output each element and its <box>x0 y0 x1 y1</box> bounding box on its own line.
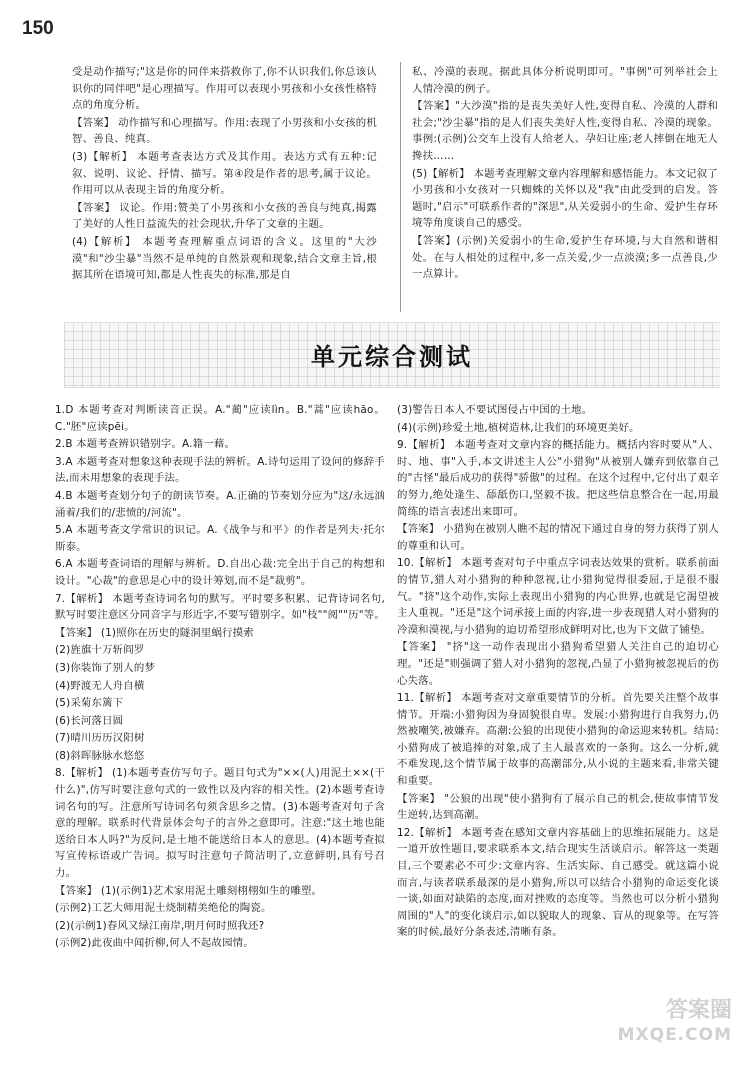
answer-paragraph: 【答案】(示例)关爱弱小的生命,爱护生存环境,与大自然和谐相处。在与人相处的过程中,多一点关爱,少一点淡漠;多一点善良,少一点算计。 <box>412 234 718 281</box>
watermark-url: MXQE.COM <box>617 1025 732 1045</box>
column-divider <box>400 62 401 312</box>
answer-item: 6.A 本题考查词语的理解与辨析。D.自出心裁:完全出于自己的构想和设计。"心裁"的意思是心中的设计筹划,而不是"裁剪"。 <box>55 558 385 587</box>
answer-paragraph: 【答案】 动作描写和心理描写。作用:表现了小男孩和小女孩的机智、善良、纯真。 <box>72 116 377 146</box>
answer-item: (3)警告日本人不要试图侵占中国的土地。 <box>397 404 593 416</box>
answer-item: (8)斜晖脉脉水悠悠 <box>55 749 145 762</box>
answer-item: 5.A 本题考查文学常识的识记。A.《战争与和平》的作者是列夫·托尔斯泰。 <box>55 524 385 553</box>
answer-paragraph: (5)【解析】 本题考查理解文章内容理解和感悟能力。本文记叙了小男孩和小女孩对一只蜘蛛的关怀以及"我"由此受到的启发。答题时,"启示"可联系作者的"深思",从关爱弱小的生命、爱护生存环境等角度谈自己的感受。 <box>412 167 718 230</box>
answer-column-bottom-right <box>397 402 719 942</box>
answer-item: (示例2)工艺大师用泥土烧制精美绝伦的陶瓷。 <box>55 902 272 915</box>
answer-item: 【答案】 (1)照你在历史的隧洞里蜗行摸索 <box>55 626 254 639</box>
answer-paragraph: (4)【解析】 本题考查理解重点词语的含义。这里的"大沙漠"和"沙尘暴"当然不是单纯的自然景观和现象,结合文章主旨,根据其所在语境可知,都是人性丧失的标准,那是自 <box>72 235 377 282</box>
answer-paragraph: (3)【解析】 本题考查表达方式及其作用。表达方式有五种:记叙、说明、议论、抒情、描写。第④段是作者的思考,属于议论。作用可以从表现主旨的角度分析。 <box>72 150 377 197</box>
answer-item: 【答案】 "公狼的出现"使小猎狗有了展示自己的机会,使故事情节发生逆转,达到高潮。 <box>397 792 719 822</box>
answer-column-top-right <box>412 64 718 284</box>
answer-item: 4.B 本题考查划分句子的朗读节奏。A.正确的节奏划分应为"这/永远汹涌着/我们的/悲愤的/河流"。 <box>55 489 385 519</box>
answer-item: 1.D 本题考查对判断读音正误。A."蔺"应读lìn。B."蒿"应读hāo。C."胚"应读pēi。 <box>55 404 385 433</box>
answer-paragraph: 私、冷漠的表现。据此具体分析说明即可。"事例"可列举社会上人情冷漠的例子。 <box>412 66 718 95</box>
answer-item: (6)长河落日圆 <box>55 714 124 727</box>
answer-item: 【答案】 小猎狗在被别人瞧不起的情况下通过自身的努力获得了别人的尊重和认可。 <box>397 523 719 552</box>
answer-item: (3)你装饰了别人的梦 <box>55 661 156 674</box>
answer-paragraph: 【答案】"大沙漠"指的是丧失美好人性,变得自私、冷漠的人群和社会;"沙尘暴"指的是人们丧失美好人性,变得自私、冷漠的现象。事例:(示例)公交车上没有人给老人、孕妇让座;老人摔倒在地无人搀扶…… <box>412 100 718 162</box>
watermark-logo-text: 答案圈 <box>665 998 732 1023</box>
answer-item: (4)(示例)珍爱土地,植树造林,让我们的环境更美好。 <box>397 421 640 434</box>
answer-item: (5)采菊东篱下 <box>55 697 124 710</box>
answer-item: (2)旌旗十万斩阎罗 <box>55 644 145 657</box>
answer-item: 9.【解析】 本题考查对文章内容的概括能力。概括内容时要从"人、时、地、事"入手,本文讲述主人公"小猎狗"从被别人嫌弃到依靠自己的"古怪"最后成功的获得"骄傲"的过程。在这个过程中,它付出了艰辛的努力,绝处逢生、舔舐伤口,坚毅不拔。把这些信息整合在一起,用最简练的语言表述出来即可。 <box>397 439 719 518</box>
answer-item: 12.【解析】 本题考查在感知文章内容基础上的思维拓展能力。这是一道开放性题目,要求联系本文,结合现实生活谈启示。解答这一类题目,三个要素必不可少:文章内容、生活实际、自己感受。就这篇小说而言,与读者联系最深的是小猎狗,所以可以结合小猎狗的命运变化谈一谈,如面对缺陷的态度,面对挫败的态度等。当然也可以分析小猎狗周围的"人"的变化谈启示,如以貌取人的现象、盲从的现象等。在写答案的时候,最好分条表述,清晰有条。 <box>397 826 719 939</box>
answer-item: (4)野渡无人舟自横 <box>55 679 145 692</box>
answer-item: 【答案】 (1)(示例1)艺术家用泥土雕刻栩栩如生的雕塑。 <box>55 884 323 897</box>
answer-item: 8.【解析】 (1)本题考查仿写句子。题目句式为"××(人)用泥土××(干什么)",仿写时要注意句式的一致性以及内容的相关性。(2)本题考查诗词名句的写。注意所写诗词名句须含思乡之情。(3)本题考查对句子含意的理解。联系时代背景体会句子的言外之意即可。注意:"这土地也能送给日本人吗?"为反问,是土地不能送给日本人的意思。(4)本题考查拟写宣传标语或广告词。拟写时注意句子简洁明了,立意鲜明,具有号召力。 <box>55 767 385 880</box>
answer-item: 11.【解析】 本题考查对文章重要情节的分析。首先要关注整个故事情节。开端:小猎狗因为身固貌很自卑。发展:小猎狗进行自我努力,仍然被嘲笑,被嫌弃。高潮:公狼的出现使小猎狗的命运迎来转机。结局:小猎狗成了被追捧的对象,成了主人最喜欢的一条狗。这么一分析,就不难发现,这个情节属于故事的高潮部分,从小说的主题来看,非常关键和重要。 <box>397 692 719 788</box>
answer-paragraph: 受是动作描写;"这是你的同伴来搭救你了,你不认识我们,你总该认识你的同伴吧"是心理描写。作用可以表现小男孩和小女孩性格特点的角度分析。 <box>72 66 377 112</box>
answer-item: 10.【解析】 本题考查对句子中重点字词表达效果的赏析。联系前面的情节,猎人对小猎狗的种种忽视,让小猎狗觉得很委屈,于是很不服气。"挤"这个动作,实际上表现出小猎狗的内心世界,也就是它渴望被主人重视。"还是"这个词承接上面的内容,进一步表现猎人对小猎狗的冷漠和漠视,与小猎狗的迫切希望形成鲜明对比,也为下文做了铺垫。 <box>397 557 719 636</box>
section-title: 单元综合测试 <box>311 343 473 371</box>
answer-item: 7.【解析】 本题考查诗词名句的默写。平时要多积累、记背诗词名句,默写时要注意区分同音字与形近字,不要写错别字。如"枝""阅""历"等。 <box>55 592 385 622</box>
answer-item: (7)晴川历历汉阳树 <box>55 732 145 745</box>
answer-column-top-left <box>72 64 377 285</box>
answer-item: 【答案】 "挤"这一动作表现出小猎狗希望猎人关注自己的迫切心理。"还是"则强调了猎人对小猎狗的忽视,凸显了小猎狗被忽视后的伤心失落。 <box>397 641 719 687</box>
page-number: 150 <box>22 18 54 39</box>
answer-item: 3.A 本题考查对想象这种表现手法的辨析。A.诗句运用了设问的修辞手法,而未用想象的表现手法。 <box>55 455 385 485</box>
site-watermark <box>577 999 732 1051</box>
answer-column-bottom-left <box>55 402 385 953</box>
answer-item: 2.B 本题考查辨识错别字。A.籍一藉。 <box>55 438 236 451</box>
answer-item: (2)(示例1)春风又绿江南岸,明月何时照我还? <box>55 919 265 932</box>
answer-item: (示例2)此夜曲中闻折柳,何人不起故园情。 <box>55 937 254 950</box>
answer-paragraph: 【答案】 议论。作用:赞美了小男孩和小女孩的善良与纯真,揭露了美好的人性日益流失的社会现状,升华了文章的主题。 <box>72 201 377 231</box>
section-banner <box>64 322 720 388</box>
